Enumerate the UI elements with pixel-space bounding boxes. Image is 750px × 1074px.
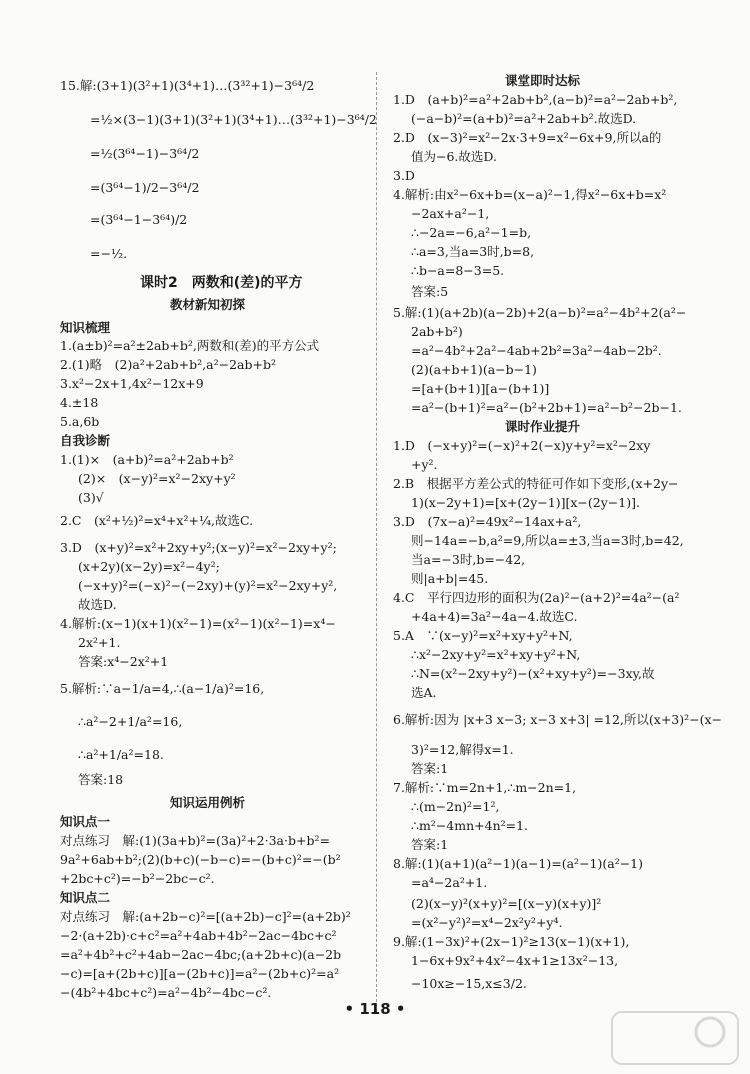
right-line-40: 8.解:(1)(a+1)(a²−1)(a−1)=(a²−1)(a²−1) xyxy=(393,856,644,871)
page-number: • 118 • xyxy=(344,1000,406,1018)
left-line-40: −(4b²+4bc+c²)=a²−4b²−4bc−c². xyxy=(60,985,272,1000)
right-line-30: ∴x²−2xy+y²=x²+xy+y²+N, xyxy=(411,647,581,662)
left-line-17: (3)√ xyxy=(78,490,104,505)
left-line-34: +2bc+c²)=−b²−2bc−c². xyxy=(60,871,215,886)
left-line-3: =(3⁶⁴−1)/2−3⁶⁴/2 xyxy=(90,180,200,195)
right-line-0: 课堂即时达标 xyxy=(505,73,581,88)
right-line-2: (−a−b)²=(a+b)²=a²+2ab+b².故选D. xyxy=(411,111,637,126)
right-line-33: 6.解析:因为 |x+3 x−3; x−3 x+3| =12,所以(x+3)²−(x− xyxy=(393,712,723,727)
right-line-10: ∴b−a=8−3=5. xyxy=(411,263,505,278)
right-line-16: =[a+(b+1)][a−(b+1)] xyxy=(411,381,550,396)
left-line-22: 故选D. xyxy=(78,597,117,612)
right-line-3: 2.D (x−3)²=x²−2x·3+9=x²−6x+9,所以a的 xyxy=(393,130,662,145)
right-line-25: 当a=−3时,b=−42, xyxy=(411,552,526,567)
left-line-25: 答案:x⁴−2x²+1 xyxy=(78,654,169,669)
right-line-4: 值为−6.故选D. xyxy=(411,149,497,164)
right-line-13: 2ab+b²) xyxy=(411,324,463,339)
left-line-27: ∴a²−2+1/a²=16, xyxy=(78,714,183,729)
left-line-11: 3.x²−2x+1,4x²−12x+9 xyxy=(60,376,204,391)
left-line-20: (x+2y)(x−2y)=x²−4y²; xyxy=(78,559,220,574)
right-line-46: −10x≥−15,x≤3/2. xyxy=(411,976,527,991)
right-line-28: +4a+4)=3a²−4a−4.故选C. xyxy=(411,609,578,624)
right-line-8: ∴−2a=−6,a²−1=b, xyxy=(411,225,532,240)
left-line-24: 2x²+1. xyxy=(78,635,121,650)
left-line-16: (2)× (x−y)²=x²−2xy+y² xyxy=(78,471,236,486)
right-line-29: 5.A ∵(x−y)²=x²+xy+y²+N, xyxy=(393,628,573,643)
right-line-26: 则|a+b|=45. xyxy=(411,571,489,586)
right-line-43: =(x²−y²)²=x⁴−2x²y²+y⁴. xyxy=(411,915,563,930)
right-line-23: 3.D (7x−a)²=49x²−14ax+a², xyxy=(393,514,582,529)
left-line-33: 9a²+6ab+b²;(2)(b+c)(−b−c)=−(b+c)²=−(b² xyxy=(60,852,341,867)
right-line-22: 1)(x−2y+1)=[x+(2y−1)][x−(2y−1)]. xyxy=(411,495,640,510)
left-line-19: 3.D (x+y)²=x²+2xy+y²;(x−y)²=x²−2xy+y²; xyxy=(60,540,337,555)
left-line-39: −c)=[a+(2b+c)][a−(2b+c)]=a²−(2b+c)²=a² xyxy=(60,966,340,981)
left-line-37: −2·(a+2b)·c+c²=a²+4ab+4b²−2ac−4bc+c² xyxy=(60,928,337,943)
right-line-37: ∴(m−2n)²=1², xyxy=(411,799,500,814)
right-line-14: =a²−4b²+2a²−4ab+2b²=3a²−4ab−2b². xyxy=(411,343,662,358)
left-line-15: 1.(1)× (a+b)²=a²+2ab+b² xyxy=(60,452,234,467)
right-line-35: 答案:1 xyxy=(411,761,449,776)
right-line-9: ∴a=3,当a=3时,b=8, xyxy=(411,244,535,259)
right-line-20: +y². xyxy=(411,457,438,472)
left-line-14: 自我诊断 xyxy=(60,433,111,448)
left-line-31: 知识点一 xyxy=(60,814,111,829)
right-line-42: (2)(x−y)²(x+y)²=[(x−y)(x+y)]² xyxy=(411,896,602,911)
left-line-2: =½(3⁶⁴−1)−3⁶⁴/2 xyxy=(90,146,200,161)
right-line-24: 则−14a=−b,a²=9,所以a=±3,当a=3时,b=42, xyxy=(411,533,684,548)
watermark-logo xyxy=(610,1010,740,1066)
left-line-21: (−x+y)²=(−x)²−(−2xy)+(y)²=x²−2xy+y², xyxy=(78,578,338,593)
right-line-44: 9.解:(1−3x)²+(2x−1)²≥13(x−1)(x+1), xyxy=(393,934,630,949)
right-line-12: 5.解:(1)(a+2b)(a−2b)+2(a−b)²=a²−4b²+2(a²− xyxy=(393,305,687,320)
left-line-6: 课时2 两数和(差)的平方 xyxy=(140,275,303,291)
right-line-41: =a⁴−2a²+1. xyxy=(411,875,488,890)
right-line-34: 3)²=12,解得x=1. xyxy=(411,742,514,757)
left-line-35: 知识点二 xyxy=(60,890,111,905)
right-line-45: 1−6x+9x²+4x²−4x+1≥13x²−13, xyxy=(411,953,619,968)
left-line-13: 5.a,6b xyxy=(60,414,100,429)
left-line-26: 5.解析:∵a−1/a=4,∴(a−1/a)²=16, xyxy=(60,681,265,696)
left-line-36: 对点练习 解:(a+2b−c)²=[(a+2b)−c]²=(a+2b)² xyxy=(60,909,351,924)
right-line-39: 答案:1 xyxy=(411,837,449,852)
right-line-7: −2ax+a²−1, xyxy=(411,206,490,221)
left-line-5: =−½. xyxy=(90,246,128,261)
left-line-18: 2.C (x²+½)²=x⁴+x²+¼,故选C. xyxy=(60,513,254,528)
left-line-7: 教材新知初探 xyxy=(170,297,246,312)
left-line-4: =(3⁶⁴−1−3⁶⁴)/2 xyxy=(90,212,188,227)
left-line-0: 15.解:(3+1)(3²+1)(3⁴+1)…(3³²+1)−3⁶⁴/2 xyxy=(60,78,315,93)
left-line-23: 4.解析:(x−1)(x+1)(x²−1)=(x²−1)(x²−1)=x⁴− xyxy=(60,616,336,631)
left-line-10: 2.(1)略 (2)a²+2ab+b²,a²−2ab+b² xyxy=(60,357,276,372)
right-line-18: 课时作业提升 xyxy=(505,419,581,434)
right-line-31: ∴N=(x²−2xy+y²)−(x²+xy+y²)=−3xy,故 xyxy=(411,666,655,681)
right-line-1: 1.D (a+b)²=a²+2ab+b²,(a−b)²=a²−2ab+b², xyxy=(393,92,678,107)
right-line-32: 选A. xyxy=(411,685,437,700)
left-line-29: 答案:18 xyxy=(78,772,124,787)
right-line-15: (2)(a+b+1)(a−b−1) xyxy=(411,362,537,377)
right-line-38: ∴m²−4mn+4n²=1. xyxy=(411,818,529,833)
left-line-9: 1.(a±b)²=a²±2ab+b²,两数和(差)的平方公式 xyxy=(60,338,320,353)
right-line-19: 1.D (−x+y)²=(−x)²+2(−x)y+y²=x²−2xy xyxy=(393,438,651,453)
left-line-28: ∴a²+1/a²=18. xyxy=(78,747,164,762)
right-line-21: 2.B 根据平方差公式的特征可作如下变形,(x+2y− xyxy=(393,476,679,491)
left-line-38: =a²+4b²+c²+4ab−2ac−4bc;(a+2b+c)(a−2b xyxy=(60,947,342,962)
left-line-1: =½×(3−1)(3+1)(3²+1)(3⁴+1)…(3³²+1)−3⁶⁴/2 xyxy=(90,112,377,127)
left-line-30: 知识运用例析 xyxy=(170,795,246,810)
right-line-6: 4.解析:由x²−6x+b=(x−a)²−1,得x²−6x+b=x² xyxy=(393,187,667,202)
left-line-12: 4.±18 xyxy=(60,395,99,410)
right-line-27: 4.C 平行四边形的面积为(2a)²−(a+2)²=4a²−(a² xyxy=(393,590,680,605)
left-line-8: 知识梳理 xyxy=(60,320,111,335)
right-line-5: 3.D xyxy=(393,168,415,183)
left-line-32: 对点练习 解:(1)(3a+b)²=(3a)²+2·3a·b+b²= xyxy=(60,833,330,848)
right-line-17: =a²−(b+1)²=a²−(b²+2b+1)=a²−b²−2b−1. xyxy=(411,400,682,415)
column-divider xyxy=(376,72,378,1012)
right-line-11: 答案:5 xyxy=(411,284,449,299)
right-line-36: 7.解析:∵m=2n+1,∴m−2n=1, xyxy=(393,780,577,795)
